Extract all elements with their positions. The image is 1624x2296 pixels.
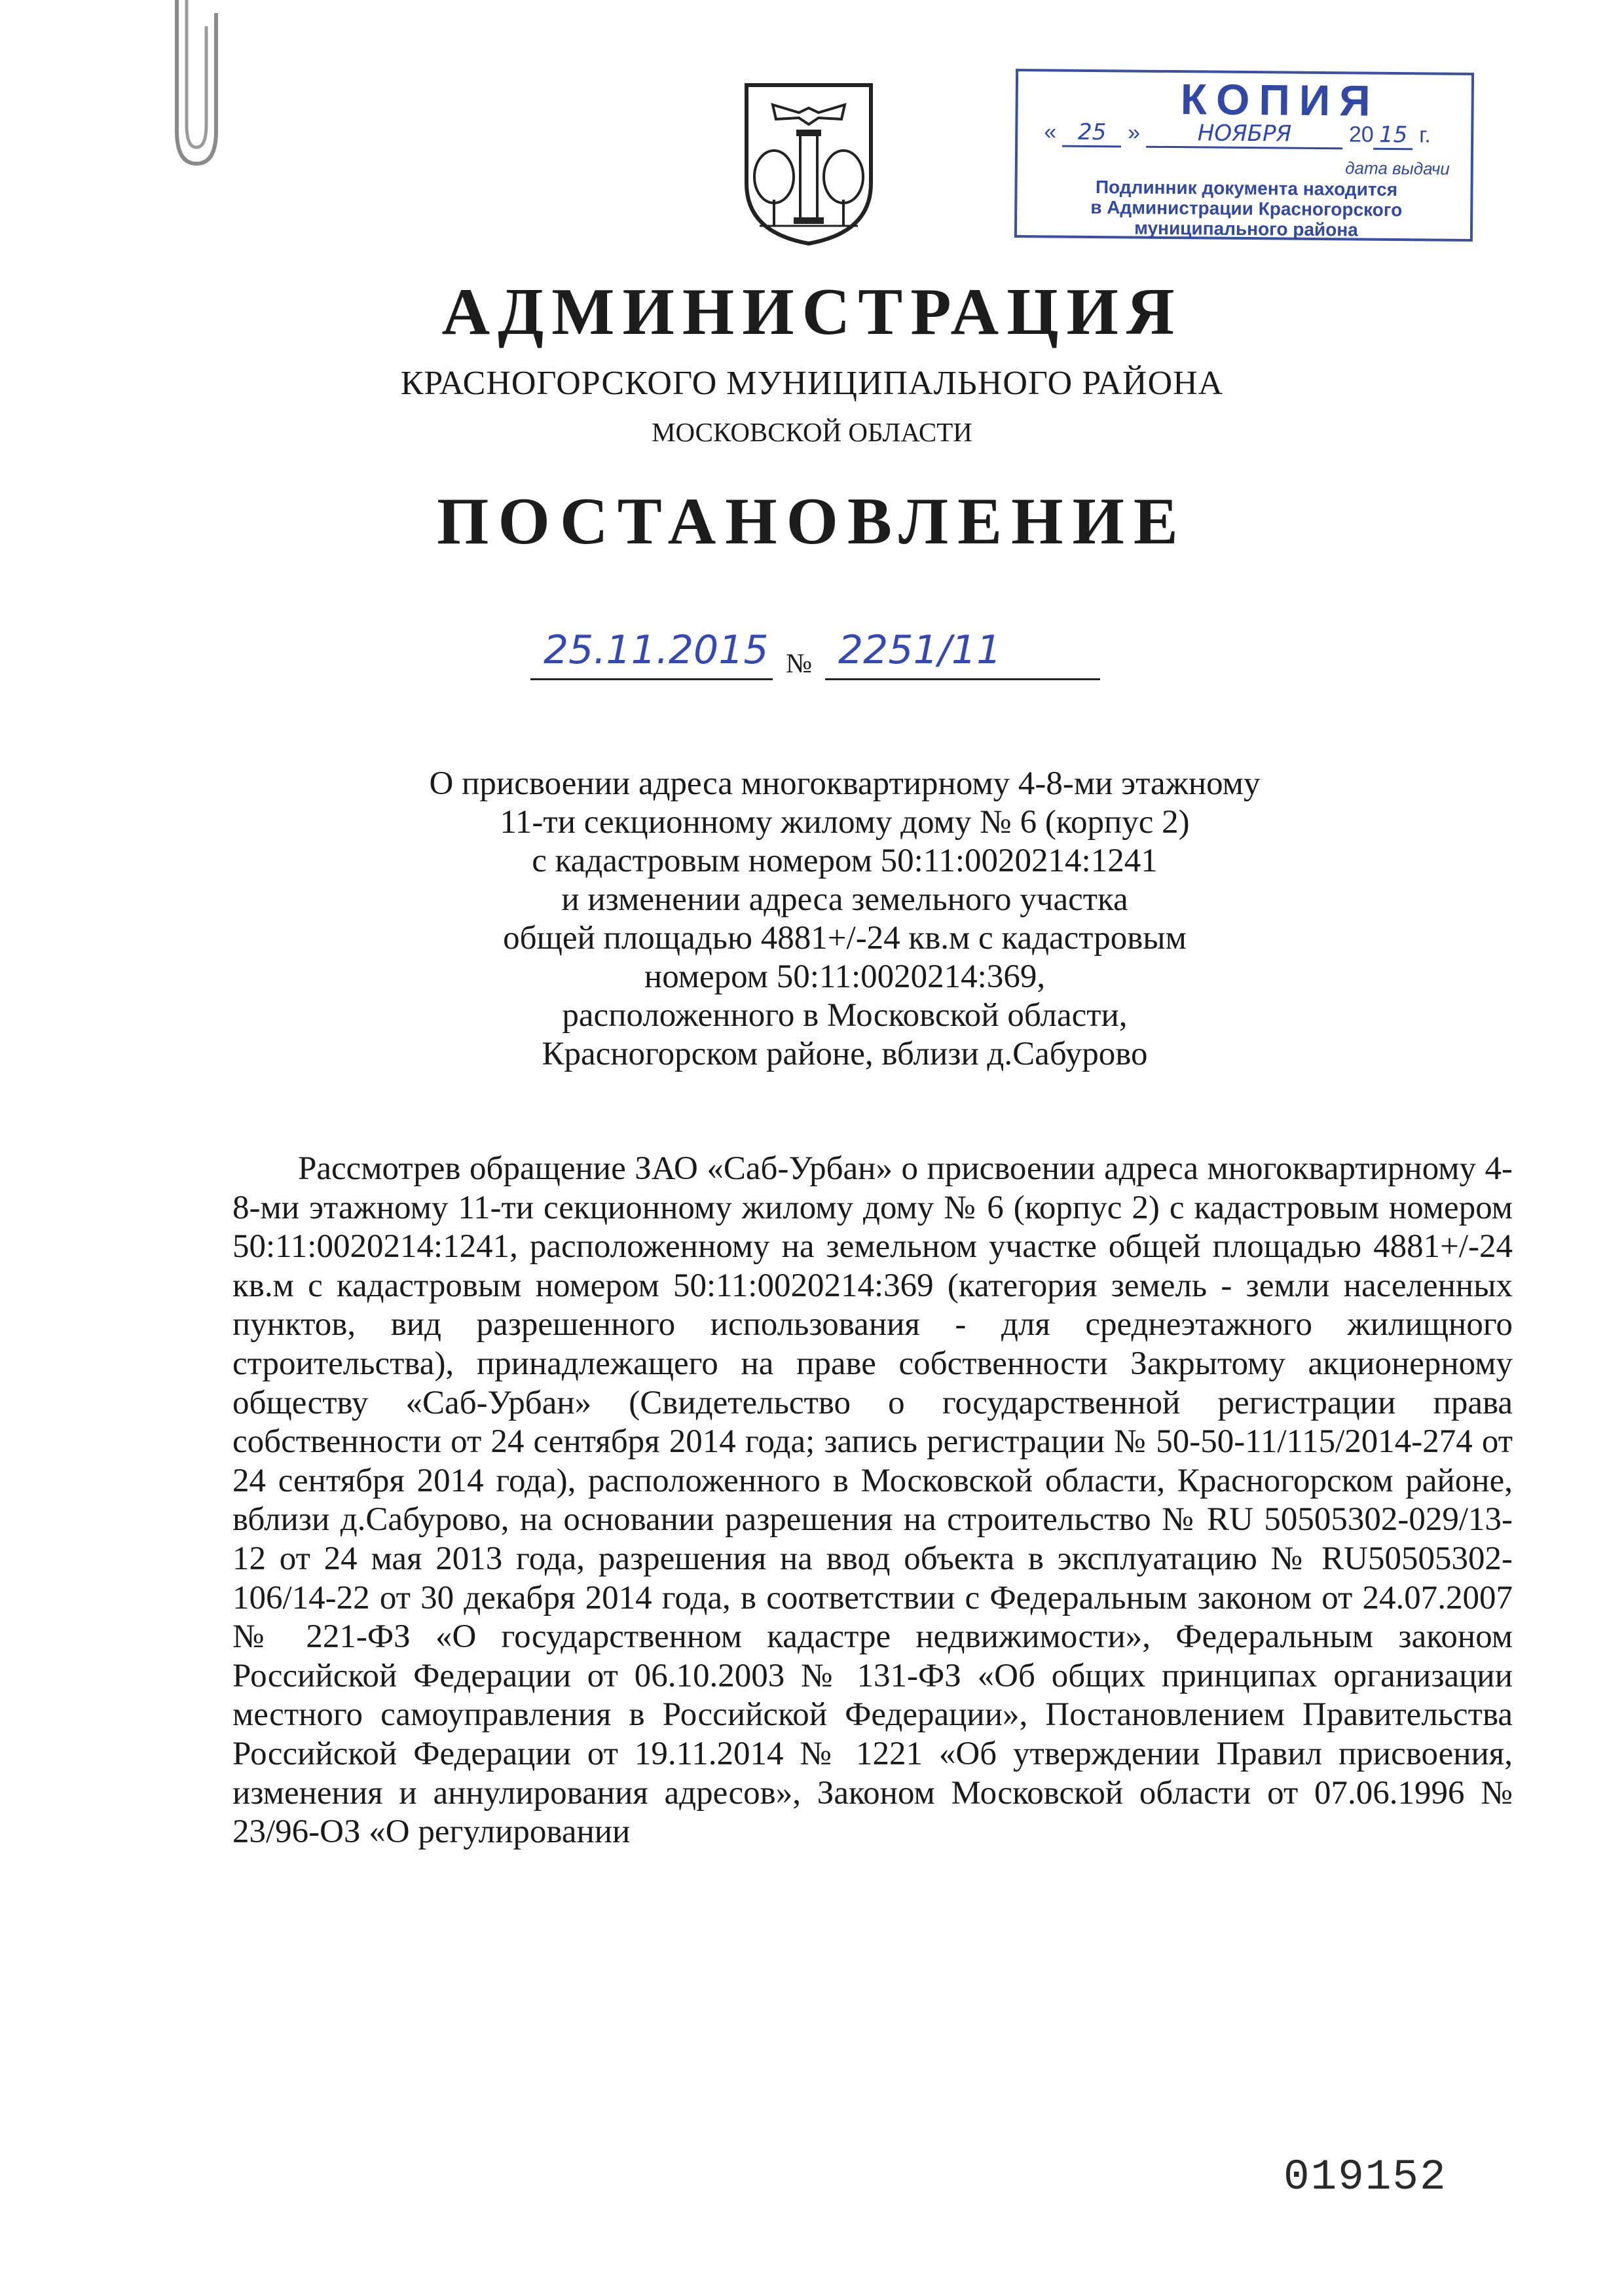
administration-title: АДМИНИСТРАЦИЯ <box>441 275 1183 349</box>
subject-line: номером 50:11:0020214:369, <box>644 958 1046 995</box>
district-name: КРАСНОГОРСКОГО МУНИЦИПАЛЬНОГО РАЙОНА <box>400 365 1224 402</box>
subject-line: общей площадью 4881+/-24 кв.м с кадастровым <box>503 920 1187 957</box>
decree-date: 25.11.2015 <box>544 627 769 673</box>
body-paragraph: Рассмотрев обращение ЗАО «Саб-Урбан» о присвоении адреса многоквартирному 4-8-ми этажному 11-ти секционному жилому дому № 6 (корпус 2) с кадастровым номером 50:11:0020214:1241, расположенному на земельном участке общей площадью 4881+/-24 кв.м с кадастровым номером 50:11:0020214:369 (категория земель - земли населенных пунктов, вид разрешенного использования - для среднеэтажного жилищного строительства), принадлежащего на праве собственности Закрытому акционерному обществу «Саб-Урбан» (Свидетельство о государственной регистрации права собственности от 24 сентября 2014 года; запись регистрации № 50-50-11/115/2014-274 от 24 сентября 2014 года), расположенного в Московской области, Красногорском районе, вблизи д.Сабурово, на основании разрешения на строительство № RU 50505302-029/13-12 от 24 мая 2013 года, разрешения на ввод объекта в эксплуатацию № RU50505302-106/14-22 от 30 декабря 2014 года, в соответствии с Федеральным законом от 24.07.2007 № 221-ФЗ «О государственном кадастре недвижимости», Федеральным законом Российской Федерации от 06.10.2003 № 131-ФЗ «Об общих принципах организации местного самоуправления в Российской Федерации», Постановлением Правительства Российской Федерации от 19.11.2014 № 1221 «Об утверждении Правил присвоения, изменения и аннулирования адресов», Законом Московской области от 07.06.1996 № 23/96-ОЗ «О регулировании <box>232 1150 1513 1851</box>
decree-subject <box>262 765 1428 1074</box>
subject-line: 11-ти секционному жилому дому № 6 (корпус 2) <box>500 804 1190 841</box>
subject-line: с кадастровым номером 50:11:0020214:1241 <box>532 843 1158 879</box>
paper-clip-icon <box>151 0 229 170</box>
stamp-issue-label: дата выдачи <box>1345 158 1450 179</box>
stamp-original-line: муниципального района <box>1134 217 1358 240</box>
number-sign: № <box>786 649 813 679</box>
subject-line: О присвоении адреса многоквартирному 4-8-ми этажному <box>429 765 1261 802</box>
subject-line: расположенного в Московской области, <box>562 997 1128 1034</box>
coat-of-arms-icon <box>733 72 884 249</box>
stamp-original-line: Подлинник документа находится <box>1095 177 1398 200</box>
stamp-year-prefix: 20 <box>1348 122 1374 147</box>
subject-line: и изменении адреса земельного участка <box>561 881 1128 918</box>
stamp-quote-close: » <box>1127 120 1141 145</box>
decree-date-field <box>530 627 773 680</box>
stamp-year-end: г. <box>1419 122 1431 148</box>
stamp-month: НОЯБРЯ <box>1146 120 1342 150</box>
region-name: МОСКОВСКОЙ ОБЛАСТИ <box>652 417 972 447</box>
stamp-date-row <box>1044 118 1463 151</box>
stamp-original-note <box>1024 176 1469 241</box>
stamp-title: КОПИЯ <box>1180 75 1380 125</box>
subject-line: Красногорском районе, вблизи д.Сабурово <box>542 1036 1148 1072</box>
decree-body <box>232 1150 1513 1852</box>
stamp-original-line: в Администрации Красногорского <box>1090 196 1403 221</box>
stamp-quote-open: « <box>1044 119 1057 145</box>
decree-title: ПОСТАНОВЛЕНИЕ <box>437 484 1187 558</box>
decree-date-number-line <box>530 627 1107 680</box>
stamp-day: 25 <box>1062 119 1121 148</box>
document-serial-number: 019152 <box>1283 2153 1447 2202</box>
decree-number: 2251/11 <box>838 627 1002 673</box>
copy-stamp <box>1014 69 1474 242</box>
stamp-year-suffix: 15 <box>1374 122 1413 151</box>
decree-number-field <box>825 627 1100 680</box>
